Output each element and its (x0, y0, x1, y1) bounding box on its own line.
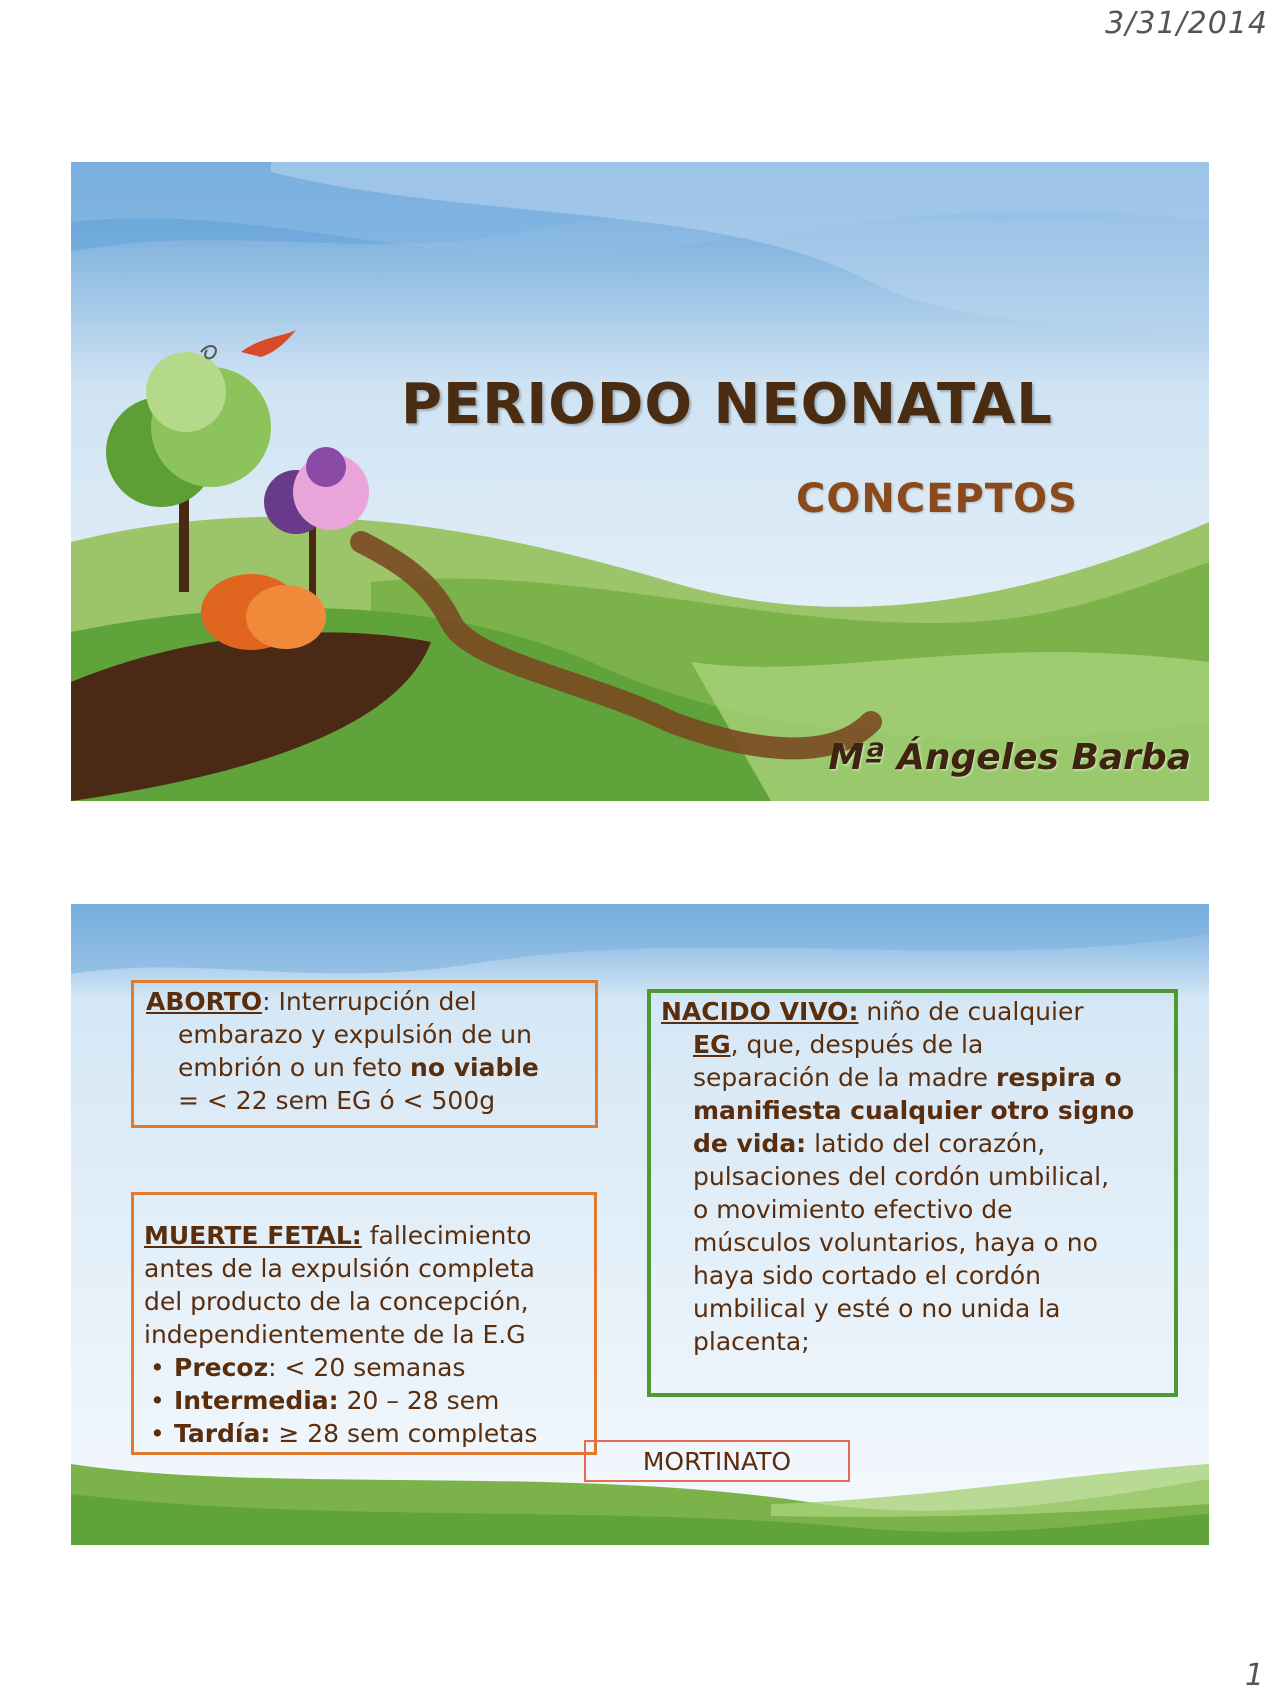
nacido-vivo-definition-box (647, 989, 1178, 1397)
aborto-line: = < 22 sem EG ó < 500g (178, 1086, 496, 1115)
nacido-line: músculos voluntarios, haya o no (693, 1228, 1098, 1257)
aborto-text: : Interrupción del (262, 987, 477, 1016)
nacido-text: niño de cualquier (858, 997, 1084, 1026)
muerte-line: del producto de la concepción, (144, 1287, 529, 1316)
slide-subtitle-text: CONCEPTOS (796, 476, 1078, 522)
nacido-line: placenta; (693, 1327, 810, 1356)
slide-title-text: PERIODO NEONATAL (401, 372, 1053, 437)
aborto-bold: no viable (410, 1053, 539, 1082)
muerte-fetal-definition-box (131, 1192, 597, 1455)
muerte-classification-list (144, 1351, 584, 1450)
aborto-line: embarazo y expulsión de un (178, 1020, 532, 1049)
nacido-line: pulsaciones del cordón umbilical, (693, 1162, 1110, 1191)
page-number: 1 (1244, 1658, 1264, 1693)
list-item: • Precoz: < 20 semanas (174, 1351, 584, 1384)
list-item: • Intermedia: 20 – 28 sem (174, 1384, 584, 1417)
aborto-term: ABORTO (146, 987, 263, 1016)
muerte-term: MUERTE FETAL: (144, 1221, 362, 1250)
aborto-line: embrión o un feto (178, 1053, 411, 1082)
nacido-line: haya sido cortado el cordón (693, 1261, 1042, 1290)
nacido-eg: EG (693, 1030, 731, 1059)
nacido-bold: respira o (995, 1063, 1122, 1092)
nacido-line: o movimiento efectivo de (693, 1195, 1013, 1224)
nacido-bold: manifiesta cualquier otro signo (693, 1096, 1135, 1125)
nacido-bold: de vida: (693, 1129, 807, 1158)
author-name: Mª Ángeles Barba (828, 737, 1191, 778)
list-item: • Tardía: ≥ 28 sem completas (174, 1417, 584, 1450)
nacido-text: latido del corazón, (806, 1129, 1046, 1158)
nacido-line: umbilical y esté o no unida la (693, 1294, 1061, 1323)
nacido-term: NACIDO VIVO: (661, 997, 859, 1026)
mortinato-label: MORTINATO (584, 1440, 850, 1482)
muerte-line: independientemente de la E.G (144, 1320, 526, 1349)
nacido-text: , que, después de la (730, 1030, 984, 1059)
slide-title (71, 162, 1209, 801)
header-date: 3/31/2014 (1105, 6, 1268, 41)
muerte-text: fallecimiento (361, 1221, 532, 1250)
nacido-text: separación de la madre (693, 1063, 996, 1092)
slide-concepts (71, 904, 1209, 1545)
aborto-definition-box (131, 980, 598, 1128)
muerte-line: antes de la expulsión completa (144, 1254, 535, 1283)
